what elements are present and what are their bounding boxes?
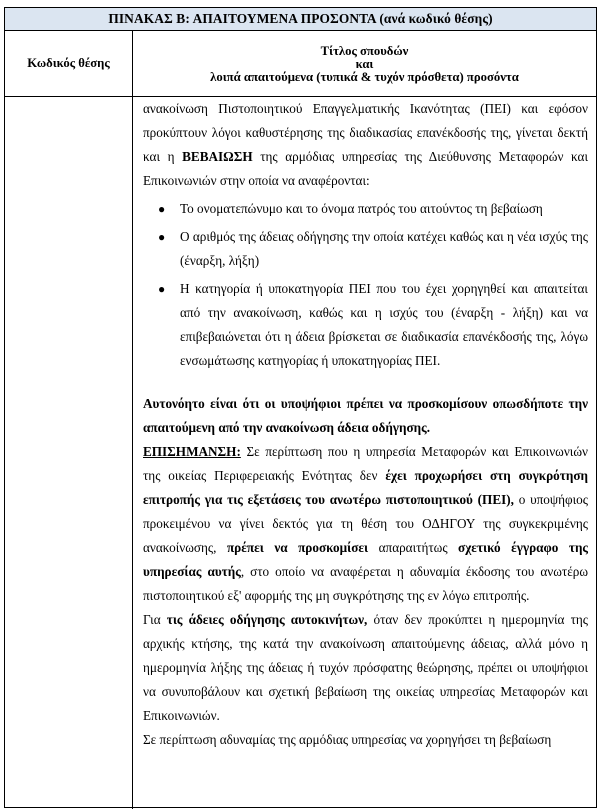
text-bold: σχετικό έγγραφο της υπηρεσίας αυτής [143, 540, 588, 579]
bullet-icon: ● [158, 282, 166, 296]
qualifications-header-line3: λοιπά απαιτούμενα (τυπικά & τυχόν πρόσθετα) προσόντα [210, 70, 519, 84]
list-item-text: Ο αριθμός της άδειας οδήγησης την οποία κατέχει καθώς και η νέα ισχύς της (έναρξη, λήξη) [180, 229, 588, 268]
requirements-table [4, 7, 597, 808]
text-bold: πρέπει να προσκομίσει [226, 540, 369, 555]
text-bold: τις άδειες οδήγησης αυτοκινήτων, [166, 612, 368, 627]
position-code-cell [5, 97, 133, 809]
list-item-text: Η κατηγορία ή υποκατηγορία ΠΕΙ που του έχει χορηγηθεί και απαιτείται από την ανακοίνωση, καθώς και η ισχύς του (έναρξη - λήξη) και να επιβεβαιώνεται ότι η άδεια βρίσκεται σε διαδικασία επανέκδοσής της, λόγω ενσωμάτωσης κατηγορίας ή υποκατηγορίας ΠΕΙ. [180, 281, 588, 368]
list-item [158, 225, 588, 273]
qualifications-cell [133, 97, 596, 809]
requirements-list [143, 197, 588, 373]
text-span: όταν δεν προκύπτει η ημερομηνία της αρχικής κτήσης, της κατά την ανακοίνωση απαιτούμενης άδειας, αλλά μόνο η ημερομηνία λήξης της άδειας ή τυχόν πρόσφατης θεώρησης, πρέπει οι υποψήφιοι να συνυποβάλουν και σχετική βεβαίωση της οικείας υπηρεσίας Μεταφορών και Επικοινωνιών. [143, 612, 588, 723]
text-span: απαραιτήτως [368, 540, 459, 555]
text-bold: έχει προχωρήσει στη συγκρότηση επιτροπής για τις εξετάσεις του ανωτέρω πιστοποιητικού (ΠΕΙ), [143, 468, 588, 507]
list-item-text: Το ονοματεπώνυμο και το όνομα πατρός του αιτούντος τη βεβαίωση [180, 201, 543, 216]
text-span: , στο οποίο να αναφέρεται η αδυναμία έκδοσης του ανωτέρω πιστοποιητικού εξ' αφορμής της μη συγκρότησης της εν λόγω επιτροπής. [143, 564, 588, 603]
bullet-icon: ● [158, 202, 166, 216]
bullet-icon: ● [158, 230, 166, 244]
text-span: Για [143, 612, 167, 627]
text-bold-certificate: ΒΕΒΑΙΩΣΗ [182, 149, 253, 164]
position-code-header: Κωδικός θέσης [5, 31, 133, 96]
paragraph-inability: Σε περίπτωση αδυναμίας της αρμόδιας υπηρεσίας να χορηγήσει τη βεβαίωση [143, 732, 552, 747]
qualifications-header [133, 31, 596, 96]
list-item [158, 277, 588, 373]
paragraph-license-note: Αυτονόητο είναι ότι οι υποψήφιοι πρέπει να προσκομίσουν οπωσδήποτε την απαιτούμενη από την ανακοίνωση άδεια οδήγησης. [143, 396, 588, 435]
text-span: της αρμόδιας υπηρεσίας της Διεύθυνσης Μεταφορών και Επικοινωνιών στην οποία να αναφέρονται: [143, 149, 589, 188]
spacer [143, 373, 588, 392]
paragraph-notice [143, 440, 588, 608]
list-item [158, 197, 588, 221]
paragraph-car-licenses [143, 608, 588, 728]
text-span: Σε περίπτωση που η υπηρεσία Μεταφορών και Επικοινωνιών της οικείας Περιφερειακής Ενότητας δεν [143, 444, 588, 483]
qualifications-header-line2: και [355, 57, 374, 71]
qualifications-header-line1: Τίτλος σπουδών [320, 44, 409, 58]
table-body-row [5, 97, 596, 809]
text-span: ανακοίνωση Πιστοποιητικού Επαγγελματικής Ικανότητας (ΠΕΙ) και εφόσον προκύπτουν λόγοι καθυστέρησης της διαδικασίας επανέκδοσής της, γίνεται δεκτή και η [143, 101, 588, 164]
text-span: ο υποψήφιος προκειμένου να γίνει δεκτός για τη θέση του ΟΔΗΓΟΥ της συγκεκριμένης ανακοίνωσης, [143, 492, 588, 555]
paragraph-certificate [143, 97, 588, 193]
table-title: ΠΙΝΑΚΑΣ Β: ΑΠΑΙΤΟΥΜΕΝΑ ΠΡΟΣΟΝΤΑ (ανά κωδικό θέσης) [5, 8, 596, 31]
notice-label: ΕΠΙΣΗΜΑΝΣΗ: [143, 444, 241, 459]
table-header-row [5, 31, 596, 97]
